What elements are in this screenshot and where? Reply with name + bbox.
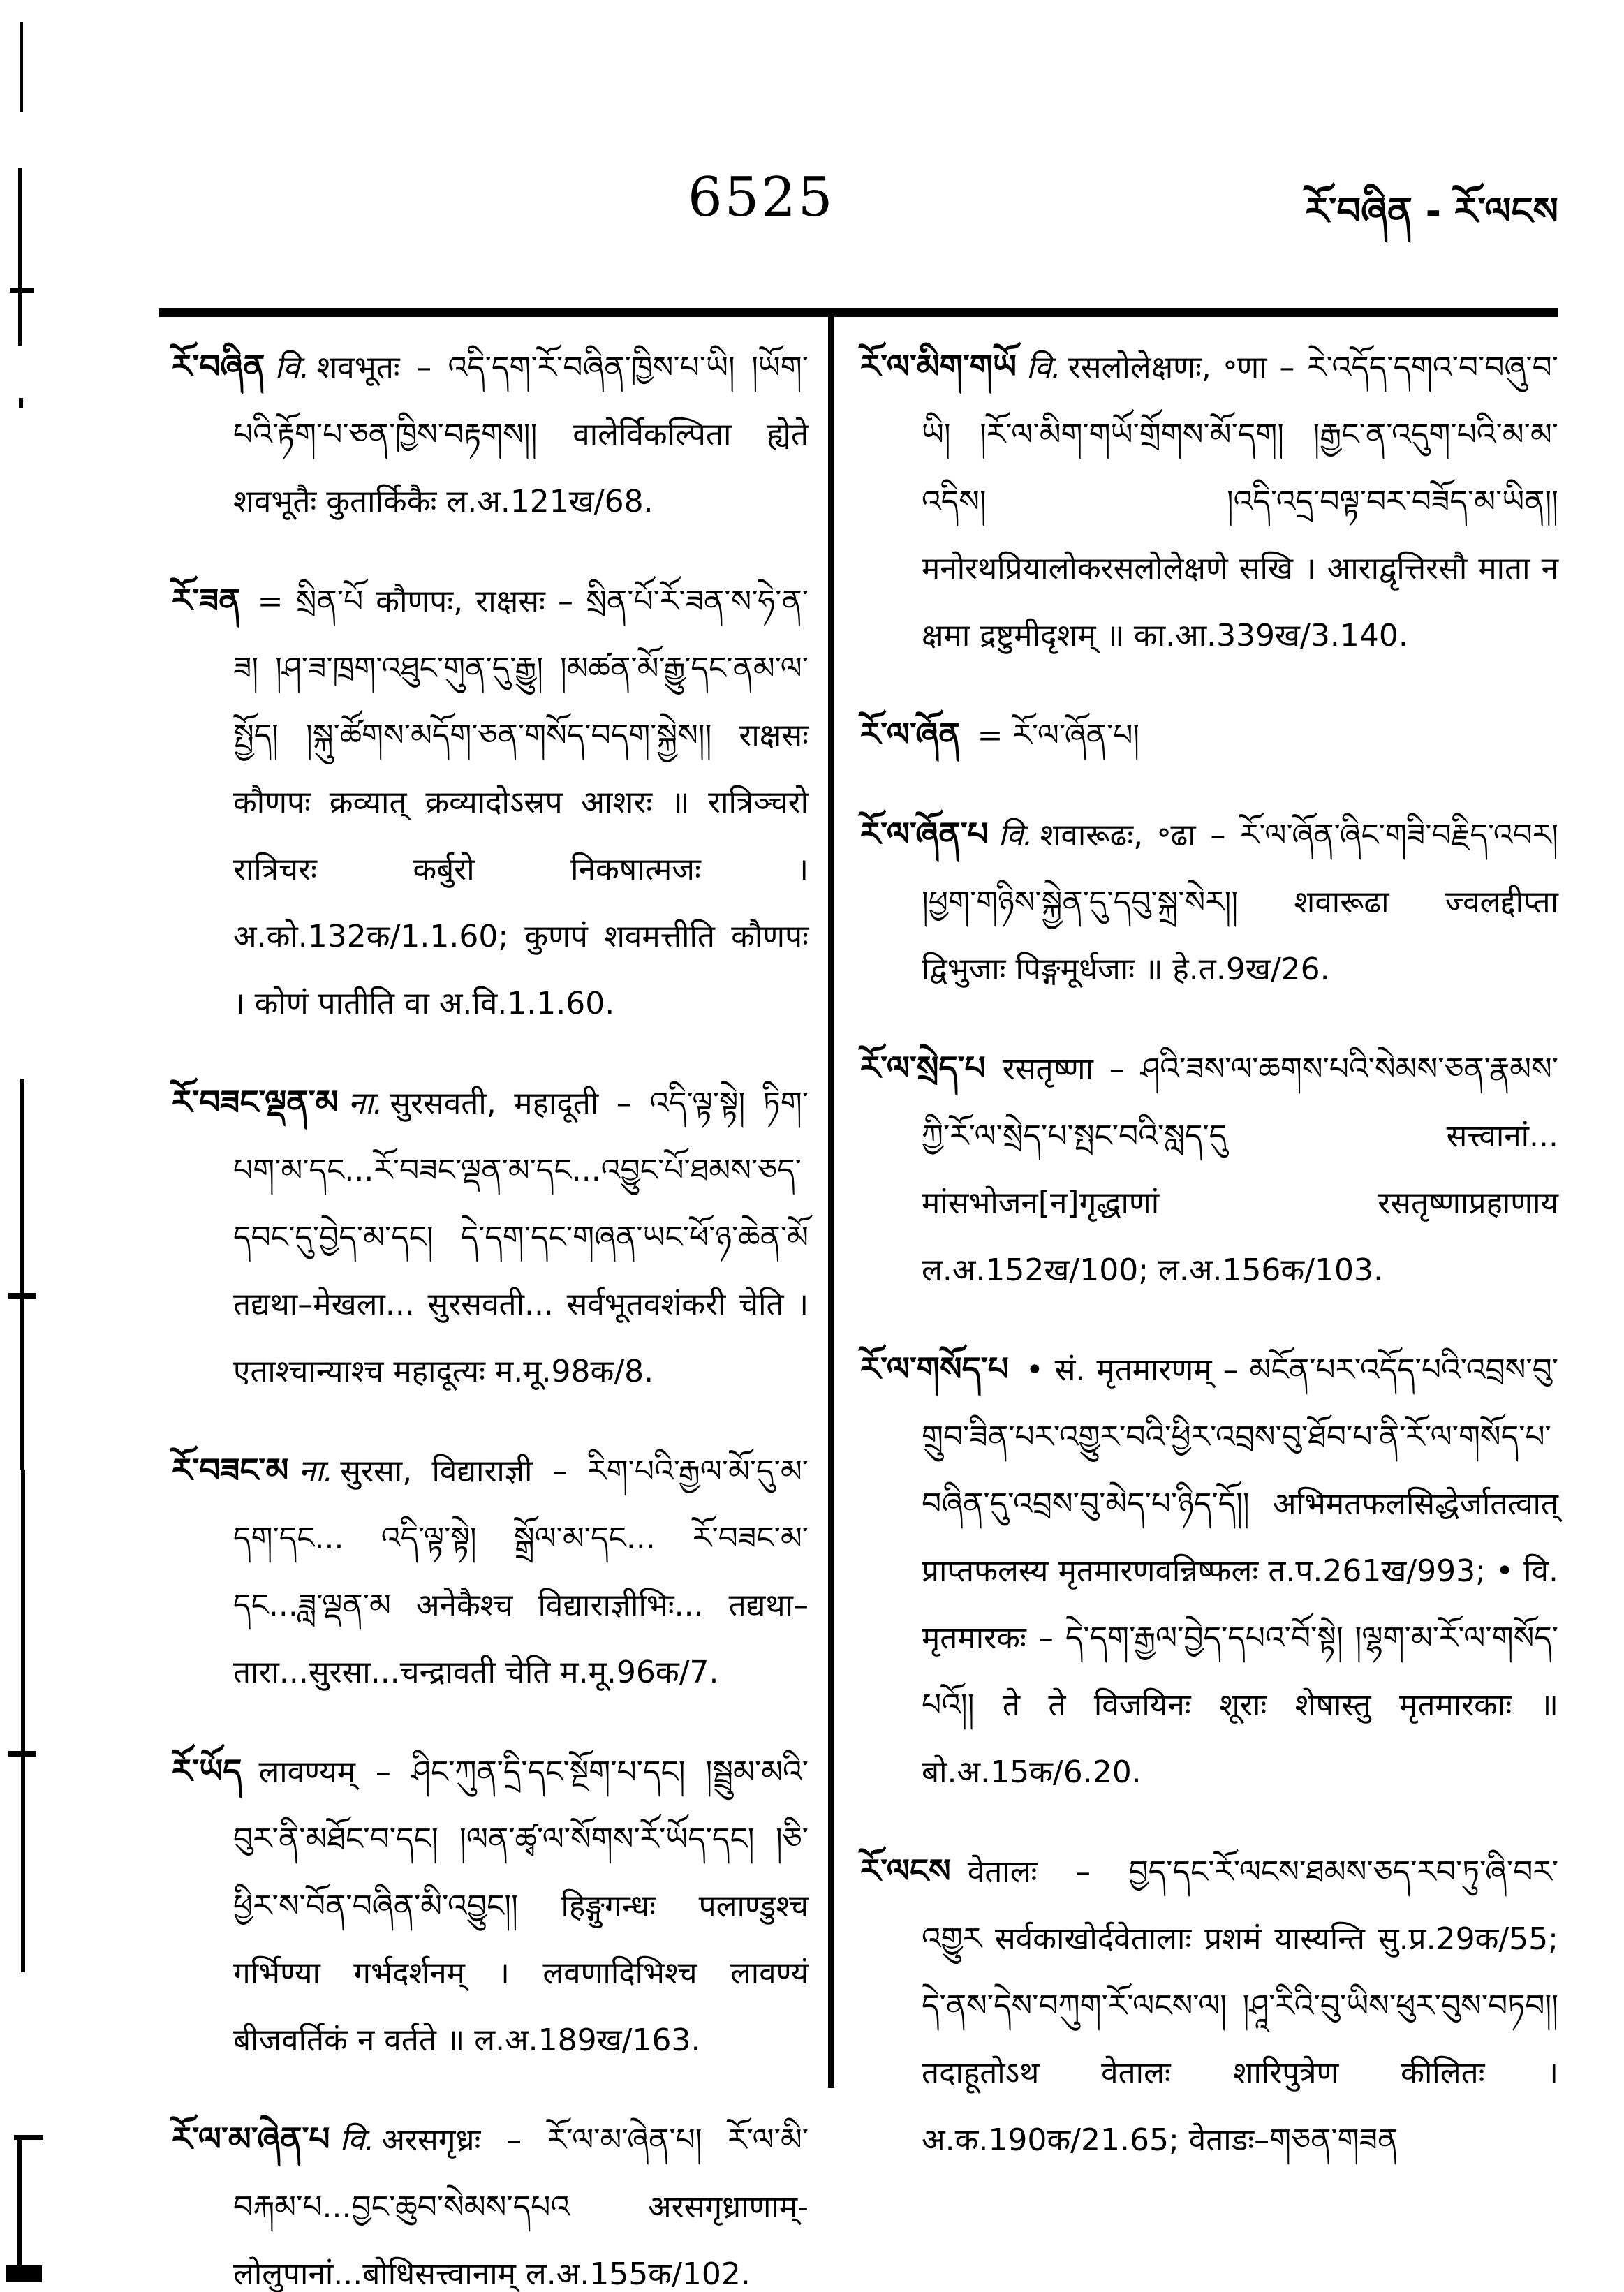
entry-headword: རོ་ལ་ཞོན [860, 716, 961, 754]
entry-headword: རོ་བཟང་མ [172, 1451, 289, 1490]
entry-headword: རོ་ལ་སྲེད་པ [860, 1049, 986, 1088]
entry-body: सुरसवती, महादूती – འདི་ལྟ་སྟེ། ཏིག་པག་མ་དང...རོ་བཟང་ལྡན་མ་དང...འབྱུང་པོ་ཐམས་ཅད་དབང་དུ་བྱེད་མ་དང། དེ་དག་དང་གཞན་ཡང་ཕོ་ཉ་ཆེན་མོ तद्यथा–मेखला... सुरसवती... सर्वभूतवशंकरी चेति । एताश्चान्याश्च महादूत्यः म.मू.98क/8. [233, 1086, 809, 1389]
entry-pos-label [241, 584, 258, 619]
entry-pos-label: वि. [1026, 350, 1061, 385]
dictionary-entry [172, 1738, 809, 2074]
entry-headword: རོ་ཟན [172, 582, 241, 620]
entry-headword: རོ་བཞིན [172, 348, 265, 386]
entry-body: = སྲིན་པོ कौणपः, राक्षसः – སྲིན་པོ་རོ་ཟན་ས་ཧེ་ན་ཟ། །ཤ་ཟ་ཁྲག་འཐུང་གུན་དུ་རྒྱུ། །མཚན་མོ་རྒྱུ་དང་ནམ་ལ་སྤྱོད། །སྐུ་ཚོགས་མདོག་ཅན་གསོད་བདག་སྐྱེས།། राक्षसः कौणपः क्रव्यात् क्रव्यादोऽस्रप आशरः ॥ रात्रिञ्चरो रात्रिचरः कर्बुरो निकषात्मजः । अ.को.132क/1.1.60; कुणपं शवमत्तीति कौणपः । कोणं पातीति वा अ.वि.1.1.60. [233, 584, 809, 1021]
entry-pos-label: वि. [998, 818, 1033, 853]
entry-body: शवभूतः – འདི་དག་རོ་བཞིན་ཁྱིས་པ་ཡི། །ཡོག་པའི་རྟོག་པ་ཅན་ཁྱིས་བརྟགས།། वालेर्विकल्पिता ह्येते शवभूतैः कुतार्किकैः ल.अ.121ख/68. [233, 350, 809, 519]
entry-headword: རོ་བཟང་ལྡན་མ [172, 1084, 339, 1122]
dictionary-entry [172, 334, 809, 535]
dictionary-entry [860, 334, 1558, 670]
dictionary-entry [172, 1070, 809, 1405]
entry-body: सुरसा, विद्याराज्ञी – རིག་པའི་རྒྱལ་མོ་དུ་མ་དག་དང... འདི་ལྟ་སྟེ། སྒྲོལ་མ་དང... རོ་བཟང་མ་དང...ཟླ་ལྡན་མ अनेकैश्च विद्याराज्ञीभिः... तद्यथा–तारा...सुरसा...चन्द्रावती चेति म.मू.96क/7. [233, 1454, 809, 1690]
dictionary-entry [172, 2106, 809, 2292]
entry-pos-label [242, 1754, 258, 1790]
dictionary-entry [172, 1437, 809, 1706]
right-column [860, 334, 1558, 2206]
entry-body: • सं. मृतमारणम् – མངོན་པར་འདོད་པའི་འབྲས་བུ་གྲུབ་ཟིན་པར་འགྱུར་བའི་ཕྱིར་འབྲས་བུ་ཐོབ་པ་ནི་རོ་ལ་གསོད་པ་བཞིན་དུ་འབྲས་བུ་མེད་པ་ཉིད་དོ།། अभिमतफलसिद्धेर्जातत्वात् प्राप्तफलस्य मृतमारणवन्निष्फलः त.प.261ख/993; • वि. मृतमारकः – དེ་དག་རྒྱལ་བྱེད་དཔའ་བོ་སྟེ། །ལྷག་མ་རོ་ལ་གསོད་པའོ།། ते ते विजयिनः शूराः शेषास्तु मृतमारकाः ॥ बो.अ.15क/6.20. [922, 1352, 1558, 1790]
running-head-entry-range: རོ་བཞིན - རོ་ལངས [1305, 189, 1558, 233]
entry-pos-label [986, 1051, 1003, 1087]
scan-artifact-blob [6, 2265, 42, 2282]
entry-pos-label: ना. [348, 1086, 383, 1121]
entry-pos-label [1009, 1352, 1026, 1388]
scan-artifact-tick [8, 1751, 36, 1757]
entry-body: शवारूढः, ॰ढा – རོ་ལ་ཞོན་ཞིང་གཟི་བརྗིད་འབར། །ཕྱག་གཉིས་སྐྱེན་དུ་དབུ་སྐྲ་སེར།། शवारूढा ज्वलद्दीप्ता द्विभुजाः पिङ्गमूर्धजाः ॥ हे.त.9ख/26. [922, 818, 1558, 987]
entry-body: रसतृष्णा – ཤའི་ཟས་ལ་ཆགས་པའི་སེམས་ཅན་རྣམས་ཀྱི་རོ་ལ་སྲེད་པ་སྤང་བའི་སླད་དུ सत्त्वानां... मांसभोजन[न]गृद्धाणां रसतृष्णाप्रहाणाय ल.अ.152ख/100; ल.अ.156क/103. [922, 1051, 1558, 1288]
dictionary-entry [860, 1336, 1558, 1806]
entry-headword: རོ་ལ་མ་ཞེན་པ [172, 2120, 330, 2159]
entry-body: वेतालः – བྱད་དང་རོ་ལངས་ཐམས་ཅད་རབ་ཏུ་ཞི་བར་འགྱུར सर्वकाखोर्दवेतालाः प्रशमं यास्यन्ति सु.प्र.29क/55; དེ་ནས་དེས་བཀུག་རོ་ལངས་ལ། །ཤཱ་རིའི་བུ་ཡིས་ཕུར་བུས་བཏབ།། तदाहूतोऽथ वेतालः शारिपुत्रेण कीलितः । अ.क.190क/21.65; वेताडः–གཅན་གཟན [922, 1854, 1558, 2158]
entry-body: = རོ་ལ་ཞོན་པ། [977, 718, 1140, 753]
scan-artifact-tick [14, 2135, 43, 2140]
entry-body: अरसगृध्रः – རོ་ལ་མ་ཞེན་པ། རོ་ལ་མི་བརྐམ་པ...བྱང་ཆུབ་སེམས་དཔའ अरसगृध्राणाम्-लोलुपानां...बोधिसत्त्वानाम् ल.अ.155क/102. [233, 2122, 809, 2292]
header-rule [159, 308, 1558, 317]
entry-pos-label [951, 1854, 968, 1890]
entry-body: रसलोलेक्षणः, ॰णा – རེ་འདོད་དགའ་བ་བཞུ་བ་ཡི། །རོ་ལ་མིག་གཡོ་གྲོགས་མོ་དག། །རྒྱང་ན་འདུག་པའི་མ་མ་འདིས། །འདི་འདྲ་བལྟ་བར་བཟོད་མ་ཡིན།། मनोरथप्रियालोकरसलोलेक्षणे सखि । आराद्वृत्तिरसौ माता न क्षमा द्रष्टुमीदृशम् ॥ का.आ.339ख/3.140. [922, 350, 1558, 653]
dictionary-entry [860, 1838, 1558, 2174]
entry-headword: རོ་ལ་མིག་གཡོ [860, 348, 1017, 386]
dictionary-entry [860, 702, 1558, 769]
entry-headword: རོ་ལ་ཞོན་པ [860, 815, 989, 854]
scan-artifact-dot [19, 398, 23, 408]
entry-pos-label: वि. [339, 2122, 375, 2158]
entry-pos-label [961, 718, 977, 753]
scan-artifact-tick [10, 288, 34, 293]
scan-artifact-line [20, 22, 23, 112]
column-divider [828, 311, 834, 2088]
scan-artifact-line [20, 1079, 24, 1470]
scan-artifact-line [18, 168, 22, 346]
scan-artifact-tick [8, 1293, 36, 1299]
page-number: 6525 [688, 166, 835, 229]
dictionary-entry [172, 568, 809, 1037]
entry-pos-label: वि. [274, 350, 310, 385]
dictionary-entry [860, 801, 1558, 1003]
entry-headword: རོ་ལངས [860, 1852, 951, 1891]
entry-body: लावण्यम् – ཤིང་ཀུན་དྲི་དང་སྔོག་པ་དང། །སྦྲུམ་མའི་བུར་ནི་མཐོང་བ་དང། །ལན་ཚྭ་ལ་སོགས་རོ་ཡོད་དང། །ཅི་ཕྱིར་ས་བོན་བཞིན་མི་འབྱུང།། हिङ्गुगन्धः पलाण्डुश्च गर्भिण्या गर्भदर्शनम् । लवणादिभिश्च लावण्यं बीजवर्तिकं न वर्तते ॥ ल.अ.189ख/163. [233, 1754, 809, 2058]
scan-artifact-line [21, 1470, 25, 1972]
entry-headword: རོ་ཡོད [172, 1752, 242, 1791]
entry-headword: རོ་ལ་གསོད་པ [860, 1350, 1009, 1389]
entry-pos-label: ना. [298, 1454, 334, 1489]
dictionary-entry [860, 1035, 1558, 1304]
left-column [172, 334, 809, 2292]
scan-artifact-line [17, 2138, 22, 2267]
